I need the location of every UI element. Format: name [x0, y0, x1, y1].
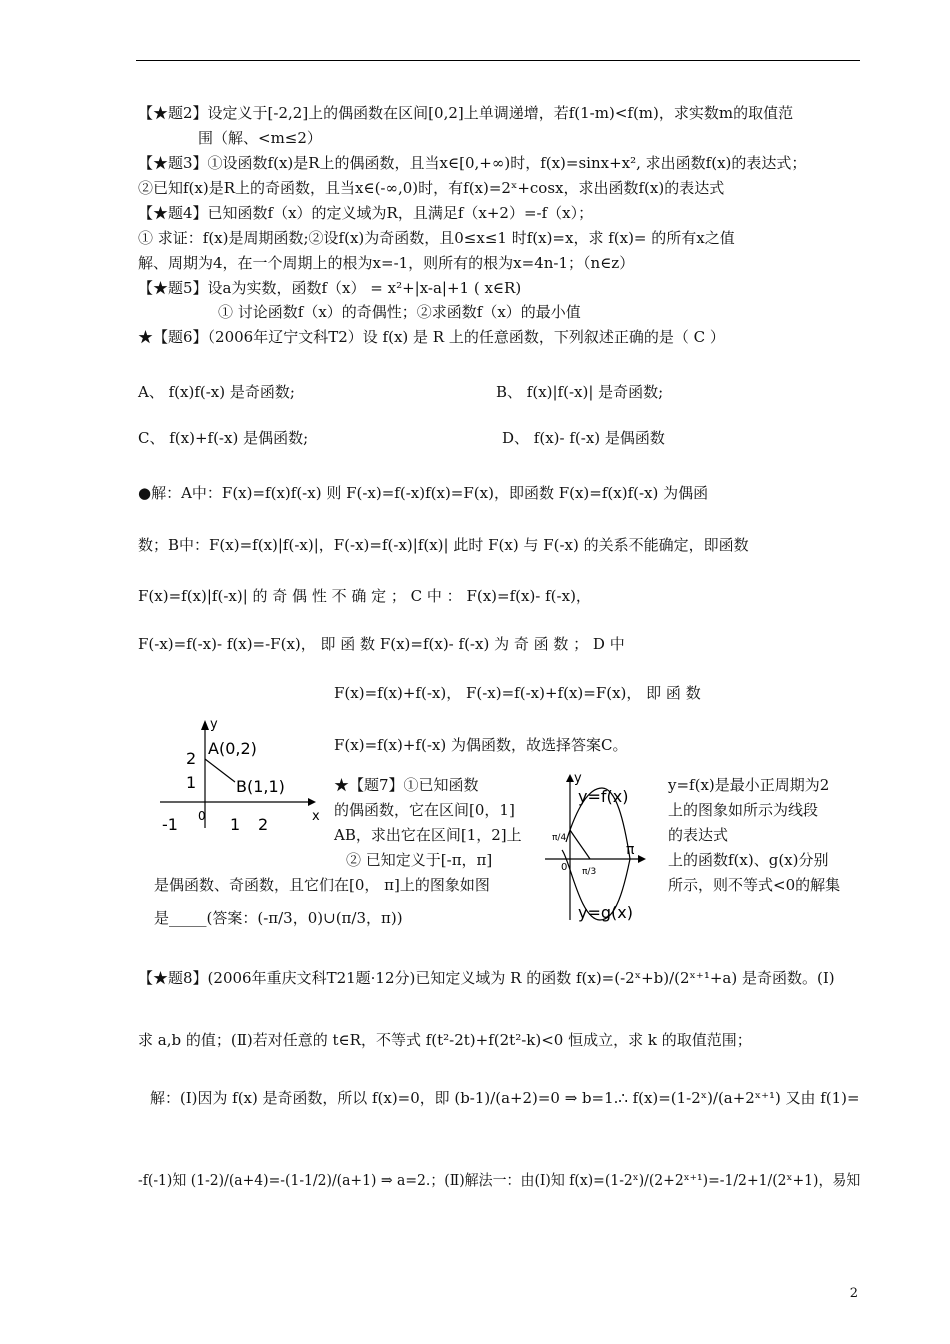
fig1-label: 1	[230, 815, 241, 834]
header-rule	[136, 60, 860, 61]
fig1-label: 2	[186, 749, 197, 768]
text-line-s3: F(x)=f(x)|f(-x)| 的 奇 偶 性 不 确 定 ； C 中 ： F(x)=f(x)- f(-x)，	[138, 587, 591, 605]
fig2-label: y=f(x)	[578, 787, 629, 806]
fig1-label: y	[210, 717, 218, 732]
fig1-label: 2	[258, 815, 269, 834]
fig2-label: y	[574, 771, 582, 786]
text-line-q6C: C、 f(x)+f(-x) 是偶函数;	[138, 429, 309, 447]
fig2-label: 0	[561, 862, 568, 873]
fig1-label: 0	[198, 809, 206, 823]
figure-segment-ab	[150, 716, 330, 836]
fig1-label: -1	[162, 815, 178, 834]
text-line-q6D: D、 f(x)- f(-x) 是偶函数	[502, 429, 665, 447]
page-number: 2	[849, 1286, 858, 1301]
text-line-q7b: 的偶函数，它在区间[0，1]	[334, 801, 515, 819]
text-line-q7d: ② 已知定义于[-π，π]	[346, 851, 493, 869]
text-line-q6: ★【题6】（2006年辽宁文科T2）设 f(x) 是 R 上的任意函数，下列叙述正确的是（ C ）	[138, 328, 725, 346]
text-line-q3a: 【★题3】①设函数f(x)是R上的偶函数，且当x∈[0,+∞)时，f(x)=sinx+x², 求出函数f(x)的表达式；	[138, 154, 807, 172]
text-line-q7f: 是_____(答案：(-π/3，0)∪(π/3，π))	[154, 909, 403, 927]
text-line-q7a: ★【题7】①已知函数	[334, 776, 479, 794]
fig2-label: y=g(x)	[578, 903, 633, 922]
text-line-q7c: AB，求出它在区间[1，2]上	[334, 826, 522, 844]
text-line-q2b: 围（解、<m≤2）	[198, 129, 322, 147]
text-line-s5: F(x)=f(x)+f(-x)， F(-x)=f(-x)+f(x)=F(x)， 即 函 数	[334, 684, 701, 702]
text-line-q4b: ① 求证：f(x)是周期函数;②设f(x)为奇函数，且0≤x≤1 时f(x)=x，求 f(x)= 的所有x之值	[138, 229, 735, 247]
text-line-q8a: 【★题8】(2006年重庆文科T21题·12分)已知定义域为 R 的函数 f(x)=(-2ˣ+b)/(2ˣ⁺¹+a) 是奇函数。(Ⅰ)	[138, 969, 835, 987]
text-line-q2a: 【★题2】设定义于[-2,2]上的偶函数在区间[0,2]上单调递增，若f(1-m)<f(m)，求实数m的取值范	[138, 104, 794, 122]
fig2-label: π/3	[582, 867, 597, 877]
text-line-q6A: A、 f(x)f(-x) 是奇函数;	[138, 383, 295, 401]
text-line-q8c: 解：(Ⅰ)因为 f(x) 是奇函数，所以 f(x)=0，即 (b-1)/(a+2)=0 ⇒ b=1.∴ f(x)=(1-2ˣ)/(a+2ˣ⁺¹) 又由 f(1)=	[150, 1089, 860, 1107]
text-line-q7d2: 上的函数f(x)、g(x)分别	[668, 851, 829, 869]
text-line-s6: F(x)=f(x)+f(-x) 为偶函数，故选择答案C。	[334, 736, 628, 754]
text-line-s4: F(-x)=f(-x)- f(x)=-F(x)， 即 函 数 F(x)=f(x)- f(-x) 为 奇 函 数 ； D 中	[138, 635, 625, 653]
fig1-label: A(0,2)	[208, 739, 257, 758]
text-line-s2: 数；B中：F(x)=f(x)|f(-x)|，F(-x)=f(-x)|f(x)| 此时 F(x) 与 F(-x) 的关系不能确定，即函数	[138, 536, 749, 554]
text-line-q8d: -f(-1)知 (1-2)/(a+4)=-(1-1/2)/(a+1) ⇒ a=2.；(Ⅱ)解法一：由(Ⅰ)知 f(x)=(1-2ˣ)/(2+2ˣ⁺¹)=-1/2+1/(2ˣ+1)，易知	[138, 1171, 861, 1189]
text-line-q7e: 是偶函数、奇函数，且它们在[0， π]上的图象如图	[154, 876, 490, 894]
text-line-q7c2: 的表达式	[668, 826, 729, 844]
text-line-q7e2: 所示，则不等式<0的解集	[668, 876, 841, 894]
fig2-label: π/4	[552, 833, 567, 843]
text-line-q7b2: 上的图象如所示为线段	[668, 801, 819, 819]
fig1-label: x	[312, 809, 320, 824]
text-line-q8b: 求 a,b 的值；(Ⅱ)若对任意的 t∈R，不等式 f(t²-2t)+f(2t²-k)<0 恒成立，求 k 的取值范围；	[138, 1031, 752, 1049]
text-line-q7a2: y=f(x)是最小正周期为2	[668, 776, 830, 794]
text-line-q5a: 【★题5】设a为实数，函数f（x） = x²+|x-a|+1 ( x∈R)	[138, 279, 522, 297]
text-line-q6B: B、 f(x)|f(-x)| 是奇函数;	[496, 383, 664, 401]
text-line-q5b: ① 讨论函数f（x）的奇偶性；②求函数f（x）的最小值	[218, 303, 581, 321]
text-line-q4a: 【★题4】已知函数f（x）的定义域为R，且满足f（x+2）=-f（x）；	[138, 204, 594, 222]
figure-fg-graph	[540, 770, 665, 930]
fig2-label: π	[626, 842, 635, 858]
fig1-label: B(1,1)	[236, 777, 285, 796]
fig1-label: 1	[186, 773, 197, 792]
text-line-q3b: ②已知f(x)是R上的奇函数，且当x∈(-∞,0)时，有f(x)=2ˣ+cosx，求出函数f(x)的表达式	[138, 179, 725, 197]
text-line-q4c: 解、周期为4，在一个周期上的根为x=-1，则所有的根为x=4n-1；（n∈z）	[138, 254, 635, 272]
text-line-s1: ●解：A中：F(x)=f(x)f(-x) 则 F(-x)=f(-x)f(x)=F(x)，即函数 F(x)=f(x)f(-x) 为偶函	[138, 484, 709, 502]
